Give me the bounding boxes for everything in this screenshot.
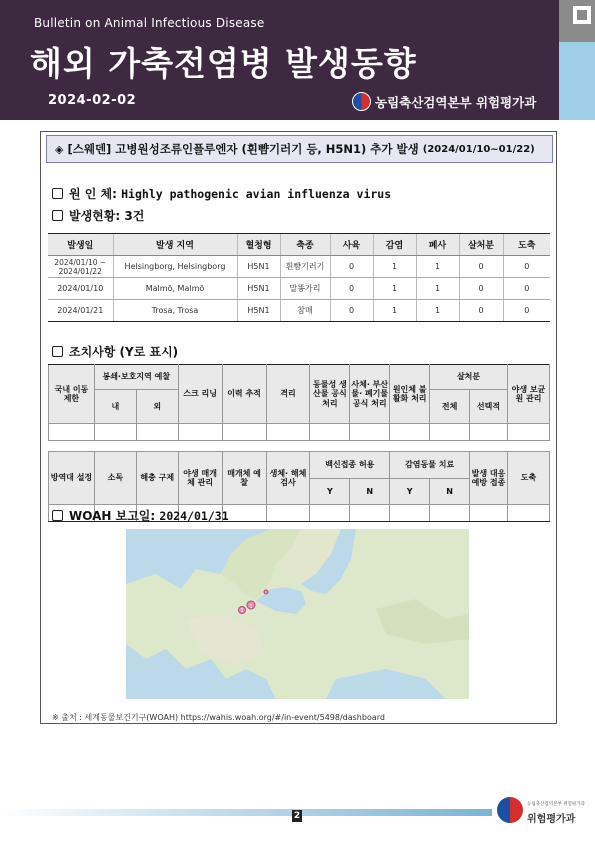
cell-date: 2024/01/10	[48, 278, 113, 300]
pathogen-label: 원 인 체:	[69, 187, 117, 201]
woah-label: WOAH 보고일:	[69, 509, 156, 523]
checkbox-bullet-icon	[52, 210, 63, 221]
cell-region: Malmö, Malmö	[113, 278, 237, 300]
woah-line	[52, 507, 229, 524]
measure-subheader: 전체	[430, 390, 470, 424]
outbreak-value: 3건	[124, 209, 145, 223]
section-period: (2024/01/10~01/22)	[422, 143, 535, 155]
col-header: 축종	[280, 234, 330, 256]
measure-header: 살처분	[430, 365, 508, 390]
cell-culled: 0	[459, 300, 503, 322]
cell-dead: 1	[416, 278, 459, 300]
col-header: 감염	[373, 234, 416, 256]
measure-subheader: 외	[136, 390, 178, 424]
measure-value	[350, 424, 390, 441]
measures-value-row	[49, 424, 550, 441]
cell-infected: 1	[373, 256, 416, 278]
measure-header: 격리	[266, 365, 310, 424]
measure-value	[430, 505, 470, 522]
woah-date: 2024/01/31	[159, 508, 229, 523]
measure-header: 방역대 설정	[49, 452, 95, 505]
measure-subheader: N	[430, 479, 470, 505]
outbreak-line	[52, 207, 144, 224]
measure-value	[507, 505, 549, 522]
measure-value	[390, 505, 430, 522]
table-row	[48, 256, 550, 278]
cell-culled: 0	[459, 256, 503, 278]
cell-reared: 0	[330, 256, 373, 278]
measure-subheader: N	[350, 479, 390, 505]
page-number: 2	[293, 811, 301, 821]
measure-header: 소독	[94, 452, 136, 505]
corner-mark-icon	[573, 6, 591, 24]
header-accent-blue	[559, 42, 595, 120]
col-header: 폐사	[416, 234, 459, 256]
cell-serotype: H5N1	[237, 278, 280, 300]
cell-date: 2024/01/10 ~ 2024/01/22	[48, 256, 113, 278]
cell-species: 말똥가리	[280, 278, 330, 300]
cell-infected: 1	[373, 278, 416, 300]
outbreak-marker-icon	[264, 590, 268, 594]
table-row	[48, 300, 550, 322]
checkbox-bullet-icon	[52, 510, 63, 521]
measures-table	[48, 364, 550, 522]
section-title: [스웨덴] 고병원성조류인플루엔자 (흰뺨기러기 등, H5N1) 추가 발생	[67, 142, 419, 156]
taeguk-emblem-icon	[352, 92, 371, 111]
taeguk-emblem-icon	[497, 797, 523, 823]
cell-slaughtered: 0	[503, 278, 550, 300]
measure-header: 동물성 생산물 공식 처리	[310, 365, 350, 424]
measure-value	[222, 424, 266, 441]
cell-dead: 1	[416, 256, 459, 278]
measure-value	[49, 424, 95, 441]
table-row	[48, 278, 550, 300]
measure-value	[136, 424, 178, 441]
measure-subheader: 내	[94, 390, 136, 424]
measure-header: 이력 추적	[222, 365, 266, 424]
col-header: 발생 지역	[113, 234, 237, 256]
cell-culled: 0	[459, 278, 503, 300]
measure-header: 생체· 해체 검사	[266, 452, 310, 505]
measure-header: 야생 보균원 관리	[507, 365, 549, 424]
measure-header: 매개체 예찰	[222, 452, 266, 505]
measure-header: 봉쇄·보호지역 예찰	[94, 365, 178, 390]
measure-header: 백신접종 허용	[310, 452, 390, 479]
footer-bar	[0, 809, 492, 816]
spacer-row	[49, 441, 550, 452]
checkbox-bullet-icon	[52, 188, 63, 199]
cell-slaughtered: 0	[503, 300, 550, 322]
diamond-bullet-icon: ◈	[55, 142, 64, 156]
measures-title: 조치사항 (Y로 표시)	[69, 345, 179, 359]
marker-count: 1	[249, 604, 253, 610]
cell-date: 2024/01/21	[48, 300, 113, 322]
measure-value	[178, 424, 222, 441]
pathogen-value: Highly pathogenic avian influenza virus	[121, 186, 392, 201]
measure-value	[310, 505, 350, 522]
measure-value	[266, 505, 310, 522]
col-header: 살처분	[459, 234, 503, 256]
table-header-row	[48, 234, 550, 256]
measure-value	[470, 505, 508, 522]
measure-value	[94, 424, 136, 441]
measure-value	[390, 424, 430, 441]
measure-subheader: Y	[310, 479, 350, 505]
source-note: ※ 출처 : 세계동물보건기구(WOAH) https://wahis.woah.org/#/in-event/5498/dashboard	[52, 713, 385, 722]
agency-name: 농림축산검역본부 위험평가과	[375, 94, 537, 110]
footer-org-small: 농림축산검역본부 위험평가과	[527, 802, 585, 807]
col-header: 발생일	[48, 234, 113, 256]
measure-value	[430, 424, 470, 441]
cell-species: 흰뺨기러기	[280, 256, 330, 278]
measure-header: 사체· 부산물· 폐기물 공식 처리	[350, 365, 390, 424]
pathogen-line	[52, 185, 391, 202]
issue-date: 2024-02-02	[48, 93, 137, 108]
cell-region: Trosa, Trosa	[113, 300, 237, 322]
footer-org: 위험평가과	[527, 814, 576, 825]
measure-header: 원인체 불활화 처리	[390, 365, 430, 424]
cell-serotype: H5N1	[237, 256, 280, 278]
measure-subheader: Y	[390, 479, 430, 505]
measure-value	[310, 424, 350, 441]
measure-value	[266, 424, 310, 441]
cell-species: 참매	[280, 300, 330, 322]
outbreak-map	[126, 529, 469, 699]
outbreak-table	[48, 233, 550, 322]
agency-logo	[352, 92, 536, 111]
measure-header: 감염동물 치료	[390, 452, 470, 479]
bulletin-label: Bulletin on Animal Infectious Disease	[34, 16, 265, 30]
measure-value	[350, 505, 390, 522]
measure-header: 야생 매개체 관리	[178, 452, 222, 505]
col-header: 사육	[330, 234, 373, 256]
europe-map-image	[126, 529, 469, 699]
cell-region: Helsingborg, Helsingborg	[113, 256, 237, 278]
measures-line	[52, 343, 178, 360]
cell-dead: 1	[416, 300, 459, 322]
measure-header: 도축	[507, 452, 549, 505]
measures-header-row	[49, 365, 550, 390]
cell-serotype: H5N1	[237, 300, 280, 322]
measure-subheader: 선택적	[470, 390, 508, 424]
col-header: 도축	[503, 234, 550, 256]
measure-value	[470, 424, 508, 441]
measures-header-row-2	[49, 452, 550, 479]
measure-value	[507, 424, 549, 441]
col-header: 혈청형	[237, 234, 280, 256]
marker-count: 1	[240, 608, 244, 614]
checkbox-bullet-icon	[52, 346, 63, 357]
cell-reared: 0	[330, 278, 373, 300]
cell-slaughtered: 0	[503, 256, 550, 278]
outbreak-label: 발생현황:	[69, 209, 121, 223]
page-title: 해외 가축전염병 발생동향	[30, 44, 417, 83]
measure-header: 국내 이동 제한	[49, 365, 95, 424]
cell-infected: 1	[373, 300, 416, 322]
measure-header: 발생 대응 예방 접종	[470, 452, 508, 505]
measure-header: 해충 구제	[136, 452, 178, 505]
cell-reared: 0	[330, 300, 373, 322]
section-heading	[46, 135, 553, 163]
measure-header: 스크 리닝	[178, 365, 222, 424]
